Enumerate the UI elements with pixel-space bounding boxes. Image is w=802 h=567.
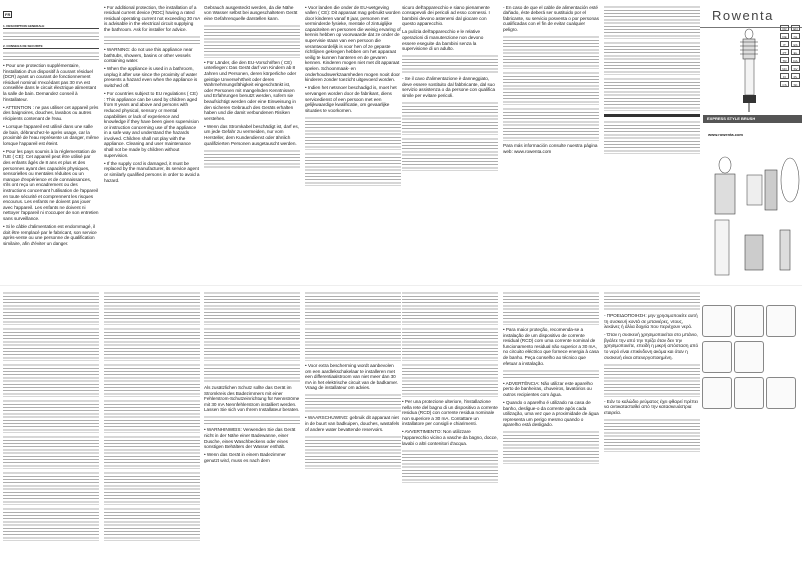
paragraph: • ADVERTÊNCIA: Não utilizar este aparelho perto de banheiras, chuveiros, lavatórios ou outros recipientes com água. xyxy=(503,380,593,397)
paragraph: La pulizia dell'apparecchio e le relative operazioni di manutenzione non devono essere eseguite da bambini senza la supervisione di un adulto. xyxy=(402,29,484,52)
step-illustration xyxy=(766,305,796,337)
fine-print xyxy=(3,507,99,541)
fine-print xyxy=(305,116,401,150)
lang-code: SV xyxy=(791,65,800,71)
fine-print xyxy=(204,363,300,383)
fine-print xyxy=(305,152,401,186)
fine-print xyxy=(3,399,99,433)
column-es xyxy=(503,3,599,281)
fine-print xyxy=(604,77,700,111)
fine-print xyxy=(604,363,700,397)
accessories-illustration xyxy=(705,150,800,280)
paragraph: • When the appliance is used in a bathroom, unplug it after use since the proximity of water presents a hazard even when the appliance is switched off. xyxy=(104,66,198,89)
paragraph: • ATTENTION : ne pas utiliser cet appareil près des baignoires, douches, lavabos ou autres récipients contenant de l'eau. xyxy=(3,104,99,121)
fine-print xyxy=(3,471,99,505)
step-illustration xyxy=(734,377,764,409)
fine-print xyxy=(104,291,200,325)
language-codes xyxy=(780,25,800,87)
column-bottom-pt xyxy=(503,289,599,565)
fine-print xyxy=(402,137,498,171)
step-illustration xyxy=(734,341,764,373)
column-bottom-nl xyxy=(305,289,401,565)
fine-print xyxy=(204,24,300,58)
fine-print xyxy=(503,369,599,379)
paragraph: • Para maior proteção, recomenda-se a instalação de um dispositivo de corrente residual (RCD) com uma corrente nominal de funcionamento residual não superior a 30 mA, no circuito eléctrico que fornece energia à casa de banho. Peça conselho ao técnico que efetuar a instalação. xyxy=(503,327,599,366)
paragraph: - Se il cavo d'alimentazione è danneggiato, deve essere sostituito dal fabbricante, dal suo servizio assistenza o da persone con qualifica simile per evitare pericoli. xyxy=(402,76,496,99)
fine-print xyxy=(204,291,300,325)
fine-print xyxy=(204,415,300,425)
step-illustration xyxy=(702,377,732,409)
step-illustration xyxy=(702,305,732,337)
paragraph: • WARNHINWEIS: Verwenden Sie das Gerät nicht in der Nähe einer Badewanne, einer Dusche, eines Waschbeckens oder eines sonstigen Behälters der Wasser enthält. xyxy=(204,427,296,450)
column-de xyxy=(204,3,300,281)
column-en xyxy=(104,3,200,281)
fine-print xyxy=(503,107,599,141)
paragraph: - Όταν η συσκευή χρησιμοποιείται στο μπάνιο, βγάλτε την από την πρίζα όταν δεν την χρησιμοποιείτε, επειδή η μικρή απόσταση από το νερό είναι επικίνδυνη ακόμα και όταν η συσκευή είναι απενεργοποιημένη. xyxy=(604,332,699,360)
paragraph: Als zusätzlichen Schutz sollte das Gerät im Stromkreis des Badezimmers mit einer Fehlerstrom-Schutzeinrichtung für Nennströme mit 30 mA Nennfehlerstrom installiert werden. Lassen Sie sich von Ihrem Installateur beraten. xyxy=(204,385,300,413)
fine-print xyxy=(503,291,599,325)
lang-code: PT xyxy=(780,49,789,55)
fine-print xyxy=(104,435,200,469)
paragraph: • Voor landen die onder de EU-wetgeving vallen ( CE): Dit apparaat mag gebruikt worden door kinderen vanaf 8 jaar, personen met verminderde fysieke, mentale of zintuiglijke capaciteiten en personen die weinig ervaring of kennis hebben op voorwaarde dat ze onder de supervisie staan van een persoon die verantwoordelijk is voor hen of ze gepaste richtlijnen gekregen hebben om het apparaat veilig te kunnen hanteren en de gevaren kennen. Kinderen mogen niet met dit apparaat spelen. Schoonmaak- en onderhoudswerkzaamheden mogen nooit door kinderen zonder toezicht uitgevoerd worden. xyxy=(305,4,401,83)
column-bottom-2 xyxy=(104,289,200,565)
paragraph: • For countries subject to EU regulations ( CE) : This appliance can be used by children aged from 8 years and above and persons with reduced physical, sensory or mental capabilities or lack of experience and knowledge if they have been given supervision or instruction concerning use of the appliance in a safe way and understand the hazards involved. Children shall not play with the appliance. Cleaning and user maintenance shall not be made by children without supervision. xyxy=(104,91,199,158)
paragraph: • Wenn das Stromkabel beschädigt ist, darf es, um jede Gefahr zu vermeiden, nur vom Hersteller, dem Kundendienst oder ähnlich qualifizierten Personen ausgetauscht werden. xyxy=(204,123,299,146)
fine-print xyxy=(305,393,401,413)
paragraph: • Pour les pays soumis à la réglementation de l'UE ( CE): Cet appareil peut être utilisé par des enfants âgés de 8 ans et plus et des personnes ayant des capacités physiques, sensorielles ou mentales réduites ou un manque d'expérience et de connaissances, s'ils ont reçu un encadrement ou des instructions concernant l'utilisation de l'appareil en toute sécurité et comprennent les risques encourus. Les enfants ne doivent pas jouer avec l'appareil. Les enfants ne doivent ni nettoyer l'appareil ni s'occuper de son entretien sans surveillance. xyxy=(3,148,99,221)
paragraph: • Pour une protection supplémentaire, l'installation d'un dispositif à courant résiduel (DCR) ayant un courant de fonctionnement résiduel nominal n'excédant pas 30 mA est conseillée dans le circuit électrique alimentant la salle de bain. Demandez conseil à l'installateur. xyxy=(3,63,96,102)
lang-code: DE xyxy=(780,33,789,39)
lang-code: ES xyxy=(791,41,800,47)
section-heading: 2. CONSEILS DE SECURITE xyxy=(3,44,99,49)
fine-print xyxy=(604,291,700,311)
fine-print xyxy=(503,35,599,69)
lang-code: FR xyxy=(780,25,789,31)
paragraph: • Per una protezione ulteriore, l'installazione nella rete del bagno di un dispositivo a corrente residua (RCD) con corrente residua nominale non superiore a 30 mA. Contattare un installatore per consigli e chiarimenti. xyxy=(402,399,498,427)
fine-print xyxy=(503,430,599,464)
paragraph: • Quando o aparelho é utilizado na casa de banho, desligue-o da corrente após cada utilização, uma vez que a proximidade de água representa um perigo mesmo quando o aparelho está desligado. xyxy=(503,399,599,428)
lang-code: IT xyxy=(780,41,789,47)
fine-print xyxy=(104,363,200,397)
fine-print xyxy=(104,35,200,45)
column-fr xyxy=(3,3,99,281)
column-bottom-1 xyxy=(3,289,99,565)
paragraph: • WARNING: do not use this appliance near bathtubs, showers, basins or other vessels containing water. xyxy=(104,46,193,64)
hair-brush-illustration xyxy=(735,28,765,113)
lang-code: TR xyxy=(780,57,789,63)
paragraph: • Wenn das Gerät in einem Badezimmer genutzt wird, muss es nach dem xyxy=(204,452,286,463)
fine-print xyxy=(305,435,401,469)
paragraph: • Indien het netsnoer beschadigd is, moet het vervangen worden door de fabrikant, diens servicedienst of een persoon met een gelijkwaardige kwalificatie, om gevaarlijke situaties te voorkomen. xyxy=(305,85,397,113)
fine-print xyxy=(604,5,700,39)
fine-print xyxy=(104,507,200,541)
paragraph: - En caso de que el cable de alimentación esté dañado, éste deberá ser sustituido por el fabricante, su servicio posventa o por personas cualificadas con el fin de evitar cualquier peligro. xyxy=(503,4,599,32)
fine-print xyxy=(3,435,99,469)
lang-code: FI xyxy=(780,73,789,79)
fine-print xyxy=(604,120,700,154)
paragraph: sicuro dell'apparecchio e siano pienamente consapevoli dei pericoli ad esso connessi. I bambini devono astenersi dal giocare con questo apparecchio. xyxy=(402,4,490,27)
column-bottom-it xyxy=(402,289,498,565)
column-fine-print xyxy=(604,3,700,281)
paragraph: • Für Länder, die den EU-Vorschriften ( CE) unterliegen: Das Gerät darf von Kindern ab 8 Jahren und Personen, deren körperliche oder geistige Unversehrtheit oder deren Wahrnehmungsfähigkeit eingeschränkt ist, oder Personen mit mangelnden Kenntnissen und Erfahrungen benutzt werden, sofern sie beaufsichtigt werden oder eine Einweisung in den sicheren Gebrauch des Geräts erhalten haben und die damit verbundenen Risiken verstehen. xyxy=(204,59,297,121)
fine-print xyxy=(402,54,498,74)
paragraph: • Si le câble d'alimentation est endommagé, il doit être remplacé par le fabricant, son service après-vente ou une personne de qualification similaire, afin d'éviter un danger. xyxy=(3,224,97,246)
paragraph: - Εάν το καλώδιο ρεύματος έχει φθαρεί πρέπει να αντικατασταθεί από την κατασκευάστρια εταιρεία. xyxy=(604,398,698,415)
fine-print xyxy=(305,291,401,325)
paragraph: Gebrauch ausgesteckt werden, da die Nähe von Wasser selbst bei ausgeschaltetem Gerät eine Gefahrenquelle darstellen kann. xyxy=(204,4,298,21)
lang-code: NL xyxy=(791,33,800,39)
fine-print xyxy=(402,449,498,483)
brand-logo: Rowenta xyxy=(712,8,774,23)
fine-print xyxy=(604,418,700,452)
paragraph: - ΠΡΟΕΙΔΟΠΟΙΗΣΗ: μην χρησιμοποιείτε αυτή τη συσκευή κοντά σε μπανιέρες, ντους, λεκάνες ή άλλα δοχεία που περιέχουν νερό. xyxy=(604,313,698,330)
fine-print xyxy=(204,149,300,169)
product-title: EXPRESS STYLE BRUSH xyxy=(703,115,802,123)
fine-print xyxy=(104,471,200,505)
column-bottom-el xyxy=(604,289,700,565)
column-it xyxy=(402,3,498,281)
paragraph: • Voor extra bescherming wordt aanbevolen om een aardlekschakelaar te installeren met een differentiaalstroom van niet meer dan 30 mA in het elektrische circuit van de badkamer. Vraag de installateur om advies. xyxy=(305,363,399,391)
lang-code: NO xyxy=(780,65,789,71)
column-bottom-de xyxy=(204,289,300,565)
fine-print xyxy=(402,363,498,397)
paragraph: • For additional protection, the installation of a residual current device (RDC) having a rated residual operating current not exceeding 30 mA is advisable in the electrical circuit supplying the bathroom. Ask for installer for advice. xyxy=(104,4,200,32)
paragraph: • If the supply cord is damaged, it must be replaced by the manufacturer, its service agent or similarly qualified persons in order to avoid a hazard. xyxy=(104,160,200,183)
divider xyxy=(604,114,700,117)
lang-code: DA xyxy=(791,57,800,63)
fine-print xyxy=(104,327,200,361)
step-illustration xyxy=(734,305,764,337)
step-illustration xyxy=(766,377,796,409)
website: www.rowenta.com xyxy=(708,132,743,137)
fine-print xyxy=(3,31,99,41)
section-heading: 1. DESCRIPTION GENERALE xyxy=(3,24,99,29)
page-divider xyxy=(0,285,802,286)
fine-print xyxy=(3,291,99,325)
lang-code: PL xyxy=(791,73,800,79)
lang-code: SK xyxy=(791,81,800,87)
fine-print xyxy=(204,327,300,361)
fine-print xyxy=(402,291,498,325)
language-tag: FR xyxy=(5,12,11,17)
step-illustration xyxy=(702,341,732,373)
fine-print xyxy=(402,101,498,135)
website-note: Para más información consulte nuestra página web: www.rowenta.com xyxy=(503,142,598,154)
lang-code: EL xyxy=(791,49,800,55)
fine-print xyxy=(104,399,200,433)
fine-print xyxy=(3,363,99,397)
lang-code: EN xyxy=(791,25,800,31)
fine-print xyxy=(3,51,99,61)
fine-print xyxy=(604,41,700,75)
paragraph: • AVVERTIMENTO: Non utilizzare l'apparecchio vicino a vasche da bagno, docce, lavabi o altri contenitori d'acqua. xyxy=(402,429,498,446)
fine-print xyxy=(402,327,498,361)
paragraph: • WAARSCHUWING: gebruik dit apparaat niet in de buurt van badkuipen, douches, wastafels of andere water bevattende reservoirs. xyxy=(305,415,400,432)
fine-print xyxy=(3,327,99,361)
column-nl xyxy=(305,3,401,281)
paragraph: • Lorsque l'appareil est utilisé dans une salle de bain, débranchez-le après usage, car la proximité de l'eau représente un danger, même lorsque l'appareil est éteint. xyxy=(3,123,99,146)
fine-print xyxy=(305,327,401,361)
lang-code: CS xyxy=(780,81,789,87)
fine-print xyxy=(503,71,599,105)
